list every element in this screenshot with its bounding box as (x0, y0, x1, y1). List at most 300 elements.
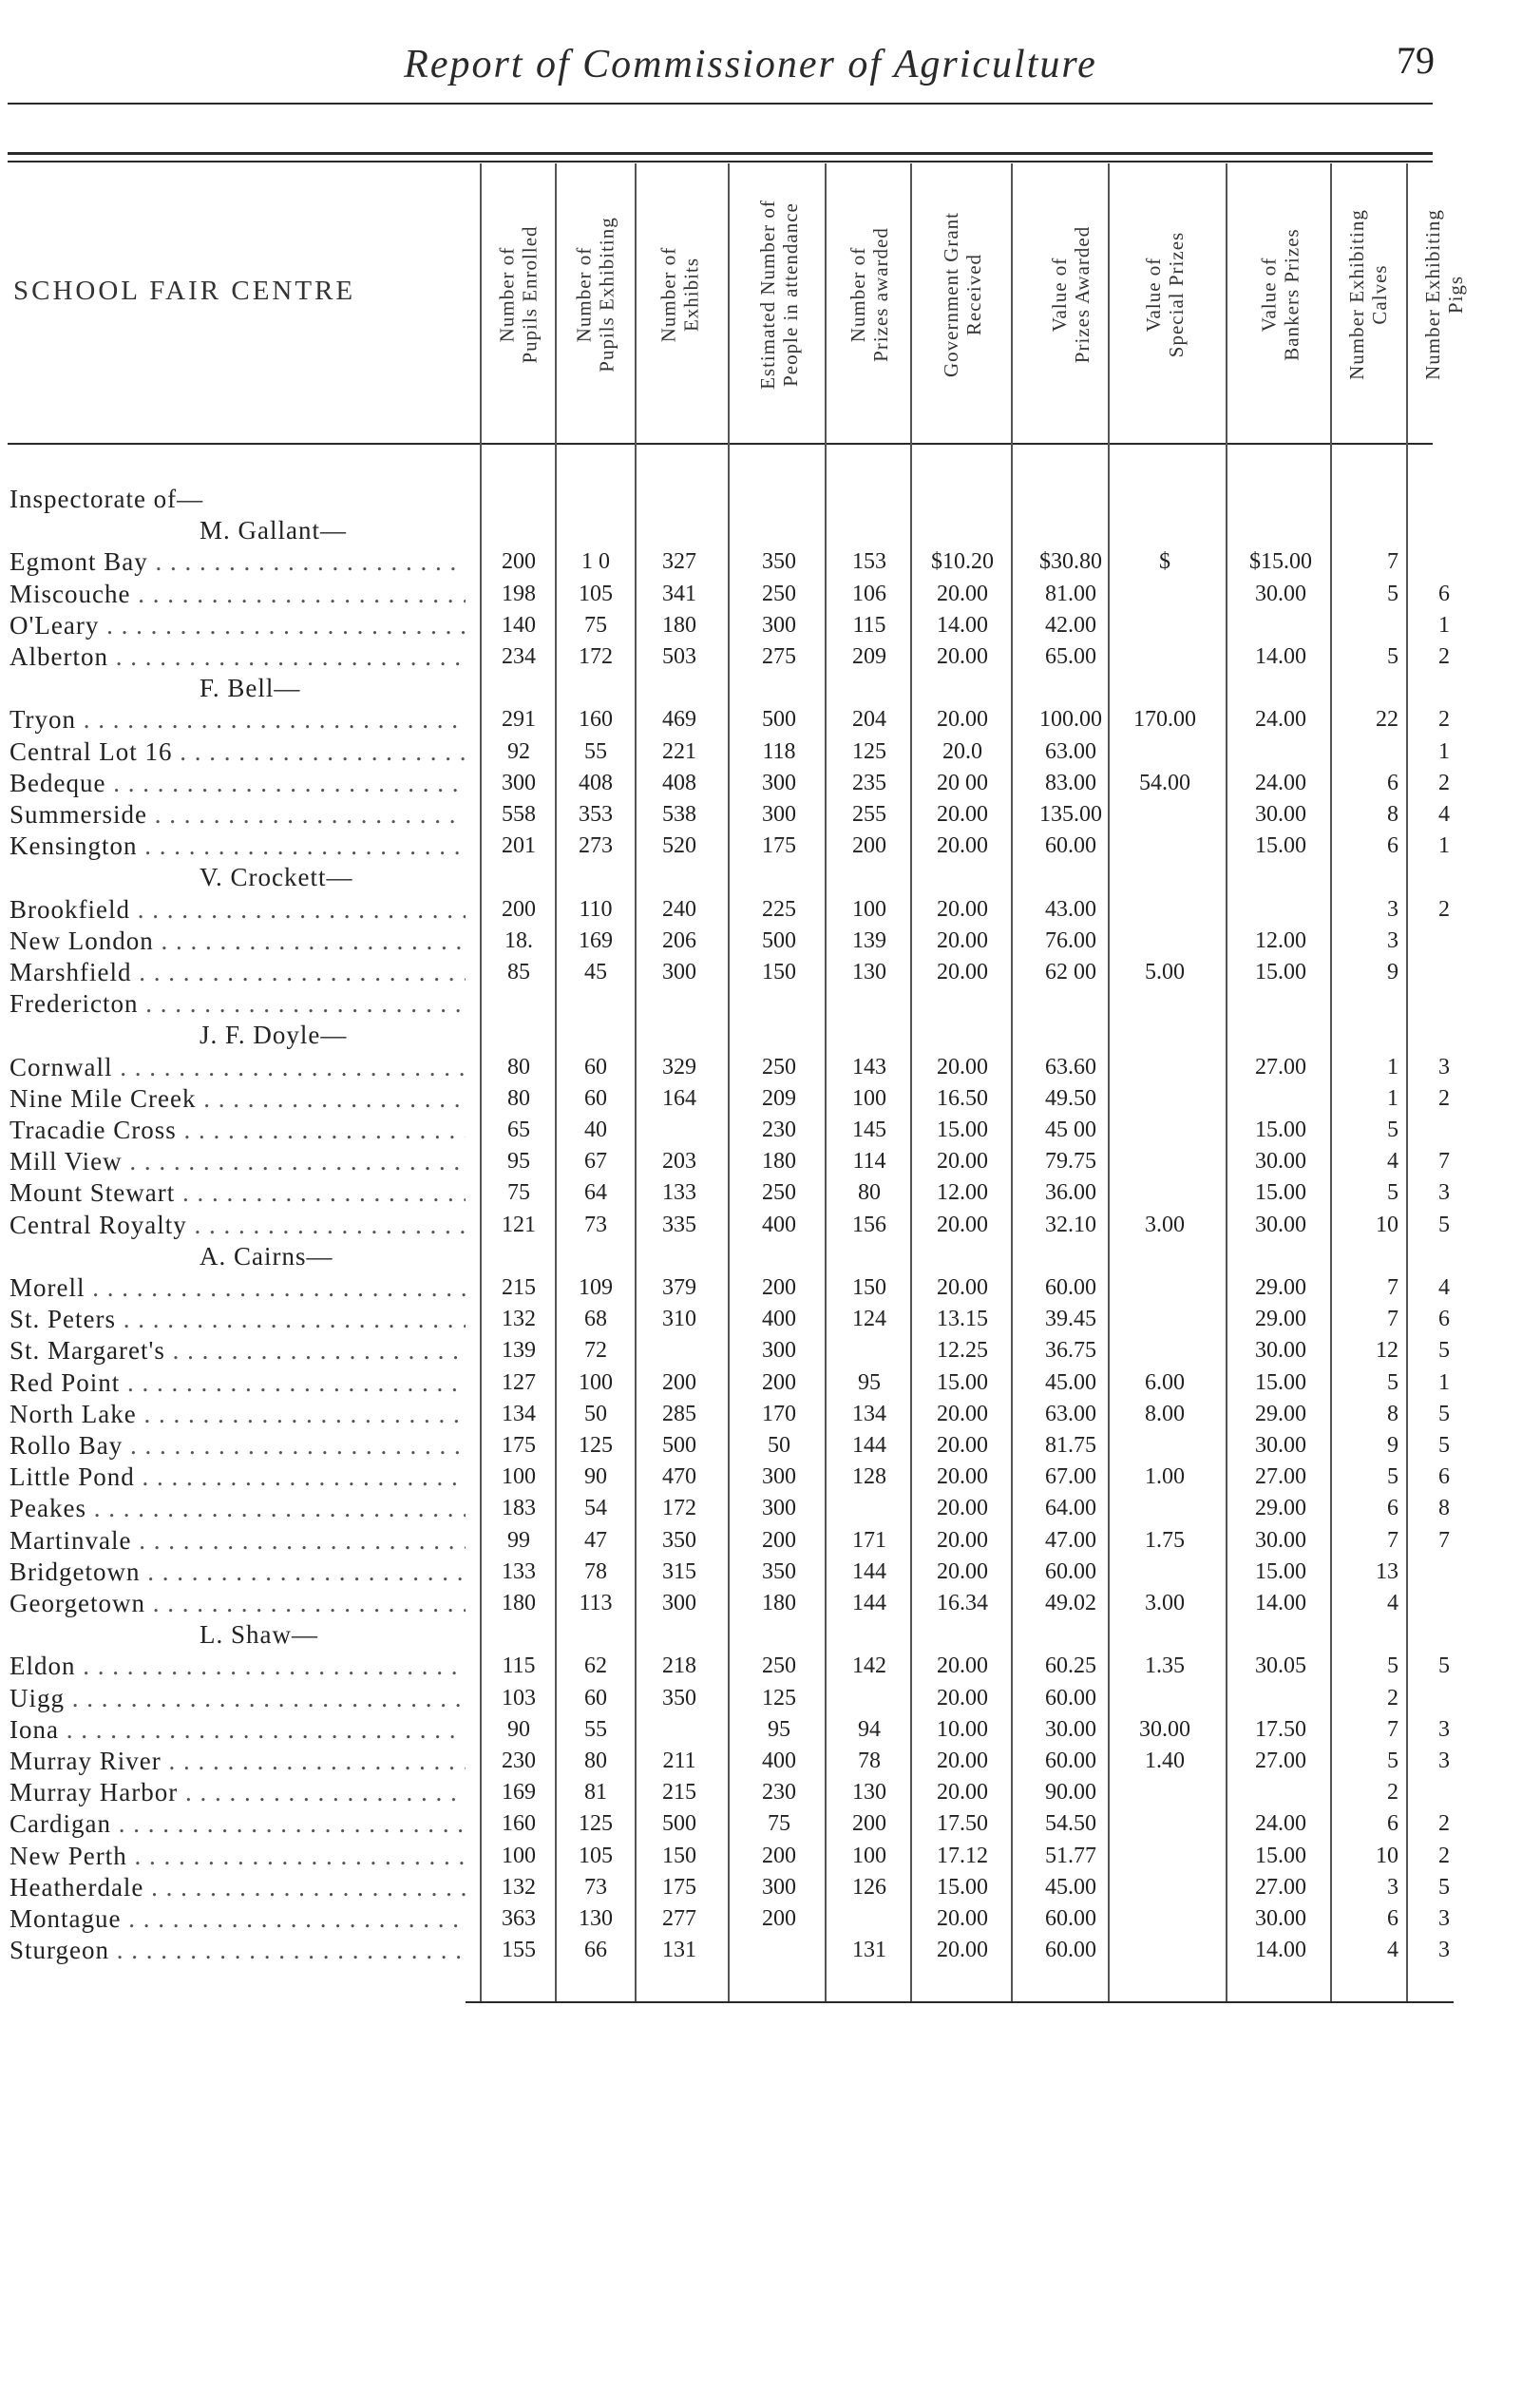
table-cell: 60 (584, 1086, 607, 1111)
table-row (0, 736, 1522, 768)
table-cell: 30.05 (1255, 1653, 1306, 1678)
table-cell: 100.00 (1039, 707, 1102, 732)
table-cell: 520 (662, 833, 696, 858)
table-cell: 106 (852, 582, 886, 606)
table-cell: 20.00 (937, 1433, 988, 1458)
table-cell (1332, 609, 1404, 641)
column-header-2 (557, 162, 635, 428)
table-cell: 30.00 (1045, 1717, 1096, 1742)
table-cell: 142 (852, 1653, 886, 1678)
table-cell: 300 (762, 1338, 796, 1363)
table-cell: 14.00 (1255, 644, 1306, 669)
table-cell: 43.00 (1045, 897, 1096, 922)
table-cell (1112, 578, 1218, 610)
table-cell: 275 (762, 644, 796, 669)
table-row (0, 1871, 1522, 1903)
table-row (0, 1524, 1522, 1557)
table-cell: 5 (1387, 1180, 1398, 1205)
table-row (0, 1303, 1522, 1335)
table-cell: 64 (584, 1180, 607, 1205)
table-row (0, 545, 1522, 578)
table-cell: 2 (1438, 1844, 1450, 1868)
centre-name: St. Peters . . . (10, 1303, 466, 1335)
column-header-label: Number of Exhibits (656, 246, 702, 343)
table-row (0, 1840, 1522, 1872)
column-header-label: Government Grant Received (940, 211, 986, 378)
table-cell: 2 (1387, 1780, 1398, 1805)
table-cell: 172 (662, 1496, 696, 1520)
table-cell: 6 (1387, 1906, 1398, 1931)
table-cell: 110 (579, 897, 613, 922)
table-cell: 105 (579, 582, 613, 606)
column-header-label: Number of Prizes awarded (847, 227, 893, 362)
table-cell: 20.00 (937, 1749, 988, 1773)
table-cell: 7 (1387, 549, 1398, 574)
table-cell: 5 (1438, 1338, 1450, 1363)
table-cell: 209 (762, 1086, 796, 1111)
table-cell (732, 987, 827, 1020)
table-cell: 7 (1387, 1307, 1398, 1331)
table-cell: 200 (502, 549, 536, 574)
table-cell: 500 (662, 1433, 696, 1458)
table-cell (1112, 1840, 1218, 1872)
table-cell: 310 (662, 1307, 696, 1331)
centre-name: Central Royalty . . . (10, 1209, 466, 1241)
table-cell: 250 (762, 1653, 796, 1678)
table-cell (1112, 736, 1218, 768)
table-row (0, 1682, 1522, 1714)
column-header-8 (1112, 162, 1218, 428)
table-cell: 2 (1438, 771, 1450, 795)
table-cell (1112, 609, 1218, 641)
centre-name: Kensington . . . (10, 830, 466, 862)
table-cell: 327 (662, 549, 696, 574)
table-cell: 27.00 (1255, 1875, 1306, 1900)
table-cell: 130 (852, 960, 886, 984)
column-header-label: Number Exhibiting Pigs (1421, 209, 1468, 380)
table-cell: 100 (852, 897, 886, 922)
centre-name: Alberton . . . (10, 640, 466, 673)
table-cell: 5 (1387, 1464, 1398, 1489)
table-cell: 24.00 (1255, 1811, 1306, 1836)
table-cell: 12.25 (937, 1338, 988, 1363)
table-cell: 7 (1387, 1717, 1398, 1742)
table-cell: 400 (762, 1749, 796, 1773)
table-row (0, 1461, 1522, 1493)
table-cell: 1.00 (1145, 1464, 1185, 1489)
table-cell: 5 (1387, 1653, 1398, 1678)
table-cell (1416, 1114, 1473, 1146)
table-cell: 47.00 (1045, 1528, 1096, 1553)
table-cell: 400 (762, 1213, 796, 1237)
centre-name: Central Lot 16 . . . (10, 736, 466, 768)
table-cell: 200 (852, 1811, 886, 1836)
table-cell (1112, 1303, 1218, 1335)
table-cell: 180 (502, 1591, 536, 1615)
table-cell: 15.00 (1255, 833, 1306, 858)
table-row (0, 1902, 1522, 1935)
table-cell: 67.00 (1045, 1464, 1096, 1489)
table-row (0, 640, 1522, 673)
table-cell: 42.00 (1045, 613, 1096, 638)
table-cell: 30.00 (1255, 1338, 1306, 1363)
table-cell: 20.00 (937, 1496, 988, 1520)
table-cell: 45 (584, 960, 607, 984)
column-header-label: Value of Bankers Prizes (1258, 228, 1304, 361)
table-cell: 30.00 (1255, 1528, 1306, 1553)
table-cell: 3 (1387, 897, 1398, 922)
centre-name: Uigg . . . (10, 1682, 466, 1714)
table-cell: 80 (858, 1180, 881, 1205)
table-cell: 125 (762, 1686, 796, 1710)
table-cell (1112, 925, 1218, 957)
table-cell: 60.00 (1045, 1559, 1096, 1584)
table-cell: 130 (852, 1780, 886, 1805)
table-cell: 273 (579, 833, 613, 858)
table-row (0, 1776, 1522, 1808)
table-cell: 3 (1438, 1055, 1450, 1080)
table-cell: 538 (662, 802, 696, 827)
page-header-title: Report of Commissioner of Agriculture (404, 43, 1097, 86)
table-cell: 81.00 (1045, 582, 1096, 606)
table-row (0, 1176, 1522, 1209)
table-row (0, 956, 1522, 988)
table-cell (828, 1902, 910, 1935)
table-cell: 73 (584, 1875, 607, 1900)
table-cell: 8 (1387, 802, 1398, 827)
table-cell: 145 (852, 1118, 886, 1142)
table-cell: 20.00 (937, 1402, 988, 1426)
table-cell: 16.34 (937, 1591, 988, 1615)
table-cell: 30.00 (1255, 1213, 1306, 1237)
table-cell: 400 (762, 1307, 796, 1331)
table-cell: 14.00 (1255, 1938, 1306, 1962)
centre-name: Mill View . . . (10, 1145, 466, 1177)
inspector-row (0, 672, 1522, 704)
table-cell: 225 (762, 897, 796, 922)
centre-name: New Perth . . . (10, 1840, 466, 1872)
table-cell: 5 (1438, 1433, 1450, 1458)
table-cell: 1 (1438, 739, 1450, 764)
table-cell: 300 (762, 1875, 796, 1900)
table-cell (1416, 1776, 1473, 1808)
table-cell: 127 (502, 1370, 536, 1395)
table-row (0, 1334, 1522, 1366)
table-cell: 20.00 (937, 707, 988, 732)
table-cell: 90 (584, 1464, 607, 1489)
table-row (0, 1934, 1522, 1966)
table-cell (1416, 925, 1473, 957)
table-cell: 20.00 (937, 1686, 988, 1710)
table-cell: 469 (662, 707, 696, 732)
table-cell: 139 (502, 1338, 536, 1363)
table-cell: 156 (852, 1213, 886, 1237)
centre-name: Murray Harbor . . . (10, 1776, 466, 1808)
table-cell: 114 (852, 1149, 886, 1174)
centre-name: Mount Stewart . . . (10, 1176, 466, 1209)
table-cell: 27.00 (1255, 1464, 1306, 1489)
column-header-label: Number of Pupils Enrolled (496, 225, 542, 364)
table-cell: 6 (1438, 1307, 1450, 1331)
table-row (0, 1082, 1522, 1115)
table-cell (1112, 1871, 1218, 1903)
table-cell: 20.00 (937, 1559, 988, 1584)
table-cell: 3 (1438, 1938, 1450, 1962)
table-cell: 90 (507, 1717, 530, 1742)
table-cell: 15.00 (1255, 1118, 1306, 1142)
table-cell (912, 987, 1013, 1020)
table-cell: 329 (662, 1055, 696, 1080)
table-cell: 200 (502, 897, 536, 922)
table-cell: 20.00 (937, 897, 988, 922)
table-cell: 60 (584, 1686, 607, 1710)
table-row (0, 893, 1522, 926)
table-cell (732, 1934, 827, 1966)
table-cell: 15.00 (1255, 960, 1306, 984)
table-row (0, 1398, 1522, 1430)
table-cell: 183 (502, 1496, 536, 1520)
table-cell: $15.00 (1249, 549, 1312, 574)
table-cell: 206 (662, 928, 696, 953)
table-cell: 175 (662, 1875, 696, 1900)
table-cell: 300 (762, 1496, 796, 1520)
table-cell (1332, 987, 1404, 1020)
table-cell (1229, 609, 1332, 641)
table-cell: 379 (662, 1275, 696, 1300)
table-cell: 200 (662, 1370, 696, 1395)
table-cell: 175 (762, 833, 796, 858)
table-cell: 2 (1438, 707, 1450, 732)
table-cell: 150 (662, 1844, 696, 1868)
table-cell: 99 (507, 1528, 530, 1553)
table-cell: 29.00 (1255, 1275, 1306, 1300)
table-row (0, 578, 1522, 610)
table-cell: 5 (1438, 1213, 1450, 1237)
table-cell: 2 (1438, 1811, 1450, 1836)
table-cell (1112, 1271, 1218, 1304)
column-header-3 (637, 162, 722, 428)
table-cell: 22 (1376, 707, 1398, 732)
table-cell: 54.50 (1045, 1811, 1096, 1836)
table-cell: 12.00 (937, 1180, 988, 1205)
table-cell (1416, 1587, 1473, 1619)
inspector-name: F. Bell— (200, 674, 301, 702)
table-cell: 83.00 (1045, 771, 1096, 795)
table-cell: 72 (584, 1338, 607, 1363)
table-row (0, 1429, 1522, 1462)
table-row (0, 767, 1522, 799)
table-cell: 180 (662, 613, 696, 638)
table-cell: 230 (762, 1780, 796, 1805)
inspector-name: V. Crockett— (200, 863, 353, 891)
table-cell: 200 (762, 1370, 796, 1395)
centre-name: New London . . . (10, 925, 466, 957)
table-cell: 27.00 (1255, 1055, 1306, 1080)
table-row (0, 1145, 1522, 1177)
table-cell: 221 (662, 739, 696, 764)
table-cell: 130 (579, 1906, 613, 1931)
table-cell: 121 (502, 1213, 536, 1237)
table-cell: 500 (662, 1811, 696, 1836)
table-cell: 1.75 (1145, 1528, 1185, 1553)
table-cell: 235 (852, 771, 886, 795)
column-header-4 (732, 162, 827, 428)
table-cell: 350 (662, 1528, 696, 1553)
table-cell: 300 (662, 1591, 696, 1615)
table-cell: 60.00 (1045, 1275, 1096, 1300)
table-cell: 5 (1387, 582, 1398, 606)
table-cell: $ (1159, 549, 1170, 574)
table-cell: 155 (502, 1938, 536, 1962)
centre-name: Summerside . . . (10, 798, 466, 831)
table-cell: 285 (662, 1402, 696, 1426)
table-cell: 9 (1387, 960, 1398, 984)
table-cell: 13 (1376, 1559, 1398, 1584)
centre-name: Sturgeon . . . (10, 1934, 466, 1966)
table-cell: 204 (852, 707, 886, 732)
table-cell: 13.15 (937, 1307, 988, 1331)
table-cell: 60.00 (1045, 833, 1096, 858)
table-cell: 2 (1438, 897, 1450, 922)
table-cell: 363 (502, 1906, 536, 1931)
table-cell: 24.00 (1255, 771, 1306, 795)
table-cell: 9 (1387, 1433, 1398, 1458)
table-cell: 300 (762, 613, 796, 638)
table-cell: 10.00 (937, 1717, 988, 1742)
table-cell: 144 (852, 1591, 886, 1615)
table-cell: 470 (662, 1464, 696, 1489)
table-cell (828, 1492, 910, 1524)
table-cell: 80 (507, 1055, 530, 1080)
table-cell: 350 (662, 1686, 696, 1710)
table-cell: 32.10 (1045, 1213, 1096, 1237)
table-row (0, 987, 1522, 1020)
table-cell: 15.00 (937, 1370, 988, 1395)
table-cell: 100 (502, 1844, 536, 1868)
table-cell: 3.00 (1145, 1591, 1185, 1615)
table-cell: 60.25 (1045, 1653, 1096, 1678)
table-cell: 68 (584, 1307, 607, 1331)
table-cell (1112, 1682, 1218, 1714)
table-cell: 78 (584, 1559, 607, 1584)
table-cell: 218 (662, 1653, 696, 1678)
table-cell: 5 (1387, 1370, 1398, 1395)
centre-name: Fredericton . . . (10, 987, 466, 1020)
table-cell: 75 (584, 613, 607, 638)
table-cell (828, 1334, 910, 1366)
table-cell: 203 (662, 1149, 696, 1174)
table-cell (1112, 987, 1218, 1020)
table-cell: 103 (502, 1686, 536, 1710)
table-cell: 5 (1387, 1749, 1398, 1773)
table-cell: 143 (852, 1055, 886, 1080)
table-cell: 29.00 (1255, 1402, 1306, 1426)
table-cell: 128 (852, 1464, 886, 1489)
table-cell (1332, 736, 1404, 768)
table-cell: $10.20 (931, 549, 994, 574)
table-cell: 36.75 (1045, 1338, 1096, 1363)
table-row (0, 703, 1522, 736)
table-cell: 20.00 (937, 1275, 988, 1300)
table-cell: 133 (502, 1559, 536, 1584)
table-cell: 200 (852, 833, 886, 858)
table-cell (1112, 1934, 1218, 1966)
table-cell (1416, 1682, 1473, 1714)
table-cell: 18. (504, 928, 533, 953)
centre-name: Tracadie Cross . . . (10, 1114, 466, 1146)
table-cell: 95 (507, 1149, 530, 1174)
table-cell: 7 (1387, 1528, 1398, 1553)
table-cell: 215 (662, 1780, 696, 1805)
table-cell: 5 (1438, 1402, 1450, 1426)
table-cell: 94 (858, 1717, 881, 1742)
table-cell (483, 987, 555, 1020)
table-cell: 20.00 (937, 928, 988, 953)
page-number: 79 (1397, 39, 1435, 82)
table-cell: 15.00 (1255, 1844, 1306, 1868)
table-cell: 20.00 (937, 1780, 988, 1805)
table-cell: 40 (584, 1118, 607, 1142)
table-cell: 126 (852, 1875, 886, 1900)
table-cell: 60.00 (1045, 1749, 1096, 1773)
table-cell: 291 (502, 707, 536, 732)
table-cell: 1 (1387, 1086, 1398, 1111)
table-cell (1015, 987, 1127, 1020)
table-cell: 132 (502, 1307, 536, 1331)
table-cell: 20.00 (937, 1055, 988, 1080)
table-cell: 160 (502, 1811, 536, 1836)
table-cell (557, 987, 635, 1020)
table-row (0, 1051, 1522, 1083)
table-cell: 115 (852, 613, 886, 638)
table-cell: 408 (662, 771, 696, 795)
table-cell: 49.02 (1045, 1591, 1096, 1615)
table-cell: 60.00 (1045, 1906, 1096, 1931)
table-cell: 50 (584, 1402, 607, 1426)
table-row (0, 1713, 1522, 1746)
table-cell: 503 (662, 644, 696, 669)
table-cell: 63.00 (1045, 1402, 1096, 1426)
table-cell: 4 (1438, 802, 1450, 827)
table-cell: 139 (852, 928, 886, 953)
table-cell: 30.00 (1255, 802, 1306, 827)
table-cell: 211 (662, 1749, 696, 1773)
table-cell: 150 (762, 960, 796, 984)
table-cell: 15.00 (1255, 1370, 1306, 1395)
table-cell: 132 (502, 1875, 536, 1900)
table-cell: 75 (768, 1811, 790, 1836)
column-header-label: Value of Special Prizes (1142, 231, 1189, 358)
centre-name: Bridgetown . . . (10, 1556, 466, 1588)
centre-name: Cardigan . . . (10, 1807, 466, 1840)
table-cell: 17.50 (1255, 1717, 1306, 1742)
table-cell: 500 (762, 928, 796, 953)
centre-name: Egmont Bay . . . (10, 545, 466, 578)
table-cell: 7 (1387, 1275, 1398, 1300)
header-rule (8, 103, 1433, 105)
table-cell: 5.00 (1145, 960, 1185, 984)
table-cell (1416, 1556, 1473, 1588)
table-row (0, 609, 1522, 641)
table-cell: 20.00 (937, 1528, 988, 1553)
table-cell (1112, 1082, 1218, 1115)
table-cell: 125 (579, 1811, 613, 1836)
centre-name: Miscouche . . . (10, 578, 466, 610)
table-row (0, 1366, 1522, 1399)
table-cell: 125 (579, 1433, 613, 1458)
table-cell: 215 (502, 1275, 536, 1300)
table-cell: 300 (762, 771, 796, 795)
